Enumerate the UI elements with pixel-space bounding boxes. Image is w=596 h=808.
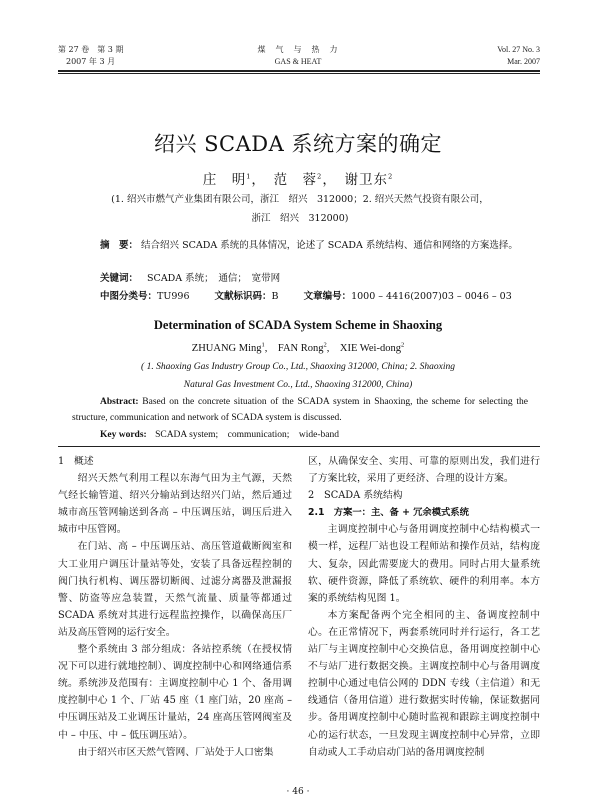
- header-journal-cn: 煤 气 与 热 力: [257, 45, 339, 54]
- english-keywords-text: SCADA system; communication; wide-band: [155, 430, 339, 440]
- affiliations: [110, 190, 490, 228]
- doc-code-value: B: [271, 291, 279, 302]
- keywords-label: 关键词：: [100, 273, 139, 284]
- english-title: Determination of SCADA System Scheme in Shaoxing: [153, 318, 443, 332]
- header-volume-en: Vol. 27 No. 3: [497, 45, 540, 54]
- affiliation-line: (1. 绍兴市燃气产业集团有限公司，浙江 绍兴 312000；2. 绍兴天然气投资有限公司，: [111, 194, 489, 205]
- english-author-name: ZHUANG Ming: [191, 343, 262, 354]
- body-paragraph: 绍兴天然气利用工程以东海气田为主气源，天然气经长输管道、绍兴分输站到达绍兴门站，然后通过城市高压管网输送到各高 – 中压调压站，调压后进入城市中压管网。: [58, 473, 292, 536]
- english-affiliation-line: Natural Gas Investment Co., Ltd., Shaoxing 312000, China): [183, 380, 413, 390]
- header-journal-en: GAS & HEAT: [274, 57, 322, 66]
- abstract-cn: [72, 237, 528, 254]
- english-author-name: , XIE Wei-dong: [326, 343, 401, 354]
- abstract-text: 结合绍兴 SCADA 系统的具体情况，论述了 SCADA 系统结构、通信和网络的方案选择。: [141, 240, 518, 251]
- right-column: [308, 453, 540, 761]
- header-rule-thick: [58, 70, 540, 72]
- header-rule-thin: [58, 73, 540, 74]
- author-list: [0, 168, 596, 188]
- header-date-en: Mar. 2007: [507, 57, 540, 66]
- english-keywords-label: Key words:: [100, 430, 147, 440]
- section-heading: 1 概述: [58, 456, 94, 467]
- author-affil-mark: 2: [388, 172, 394, 181]
- english-keywords: [100, 426, 339, 440]
- body-paragraph: 在门站、高 – 中压调压站、高压管道截断阀室和大工业用户调压计量站等处，安装了具备远程控制的阀门执行机构、调压器切断阀、过滤分离器及泄漏报警、防盗等应急装置，天然气流量、质量等都通过 SCADA 系统对其进行远程监控操作，以确保高压厂站及高压管网的运行安全。: [58, 541, 292, 638]
- doc-code-label: 文献标识码：: [214, 291, 272, 302]
- english-affil-mark: 1: [261, 341, 265, 349]
- body-paragraph: 区，从确保安全、实用、可靠的原则出发，我们进行了方案比较，采用了更经济、合理的设计方案。: [308, 456, 540, 485]
- article-no-value: 1000 – 4416(2007)03 – 0046 – 03: [351, 291, 512, 302]
- english-affiliation-line: ( 1. Shaoxing Gas Industry Group Co., Ltd., Shaoxing 312000, China; 2. Shaoxing: [141, 362, 455, 372]
- body-paragraph: 由于绍兴市区天然气管网、厂站处于人口密集: [77, 746, 274, 758]
- english-affil-mark: 2: [323, 341, 327, 349]
- english-abstract-label: Abstract:: [100, 397, 139, 407]
- english-abstract-text: Based on the concrete situation of the SCADA system in Shaoxing, the scheme for selecting the structure, communication and network of SCADA system is discussed.: [72, 397, 528, 423]
- english-author-list: [0, 340, 596, 355]
- english-author-name: , FAN Rong: [264, 343, 324, 354]
- clc-value: TU996: [157, 291, 190, 302]
- page-number: · 46 ·: [286, 787, 310, 797]
- affiliation-line: 浙江 绍兴 312000): [251, 213, 349, 224]
- english-abstract: [72, 394, 528, 426]
- classification-line: [100, 288, 540, 305]
- body-paragraph: 主调度控制中心与备用调度控制中心结构模式一模一样，远程厂站也设工程师站和操作员站，结构庞大、复杂，因此需要庞大的费用。同时占用大量系统软、硬件资源，降低了系统软、硬件的利用率。本方案的系统结构见图 1。: [308, 524, 540, 604]
- body-paragraph: 整个系统由 3 部分组成：各站控系统（在授权情况下可以进行就地控制）、调度控制中心和网络通信系统。系统涉及范围有：主调度控制中心 1 个、备用调度控制中心 1 个、厂站 45 座（1 座门站，20 座高 – 中压调压站及工业调压计量站，24 座高压管网阀室及中 – 中压、中 – 低压调压站）。: [58, 644, 292, 741]
- header-date-cn: 2007 年 3 月: [66, 57, 116, 66]
- keywords-text: SCADA 系统； 通信； 宽带网: [147, 273, 281, 284]
- author-name: 庄 明: [202, 172, 247, 188]
- section-divider: [58, 446, 540, 447]
- author-affil-mark: 2: [317, 172, 323, 181]
- author-name: ， 谢卫东: [322, 172, 389, 188]
- subsection-heading: 2.1 方案一：主、备 + 冗余模式系统: [308, 507, 469, 519]
- author-affil-mark: 1: [246, 172, 252, 181]
- left-column: [58, 453, 292, 761]
- abstract-label: 摘 要：: [100, 240, 139, 251]
- author-name: ， 范 蓉: [251, 172, 318, 188]
- english-affil-mark: 2: [400, 341, 405, 349]
- header-volume-cn: 第 27 卷 第 3 期: [58, 45, 124, 54]
- article-no-label: 文章编号：: [303, 291, 352, 302]
- clc-label: 中图分类号：: [100, 291, 158, 302]
- body-paragraph: 本方案配备两个完全相同的主、备调度控制中心。在正常情况下，两套系统同时并行运行，各工艺站厂与主调度控制中心交换信息，备用调度控制中心不与站厂进行数据交换。主调度控制中心与备用调度控制中心通过电信公网的 DDN 专线（主信道）和无线通信（备用信道）进行数据实时传输，保证数据同步。备用调度控制中心随时监视和跟踪主调度控制中心的运行状态，一旦发现主调度控制中心异常，立即自动或人工手动启动门站的备用调度控制: [308, 609, 540, 758]
- paper-title: 绍兴 SCADA 系统方案的确定: [154, 132, 442, 156]
- section-heading: 2 SCADA 系统结构: [308, 490, 403, 502]
- keywords-cn: [100, 270, 556, 287]
